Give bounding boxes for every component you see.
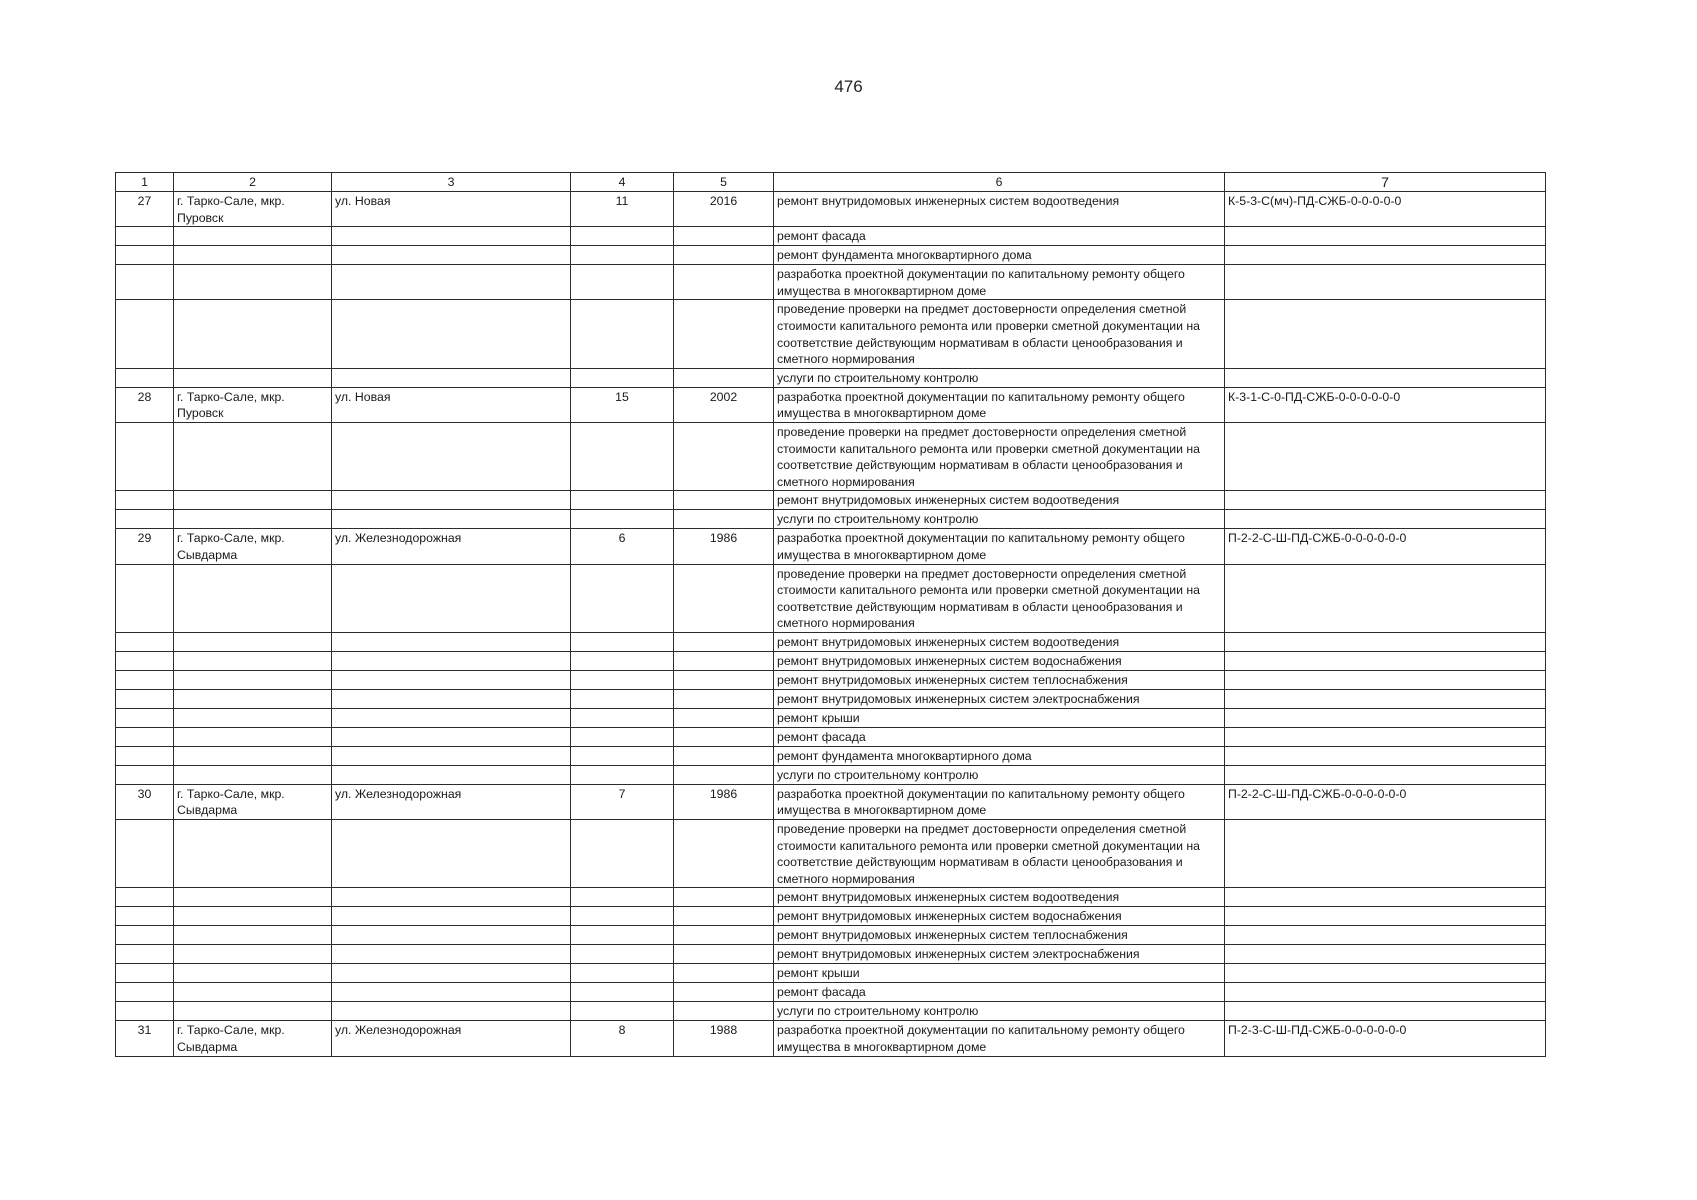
cell-locality bbox=[174, 746, 332, 765]
table-row bbox=[116, 926, 1546, 945]
cell-build-year bbox=[674, 926, 774, 945]
cell-house-number bbox=[571, 510, 674, 529]
table-row bbox=[116, 708, 1546, 727]
cell-building-code bbox=[1225, 227, 1546, 246]
cell-street bbox=[332, 1002, 571, 1021]
cell-build-year bbox=[674, 708, 774, 727]
cell-build-year bbox=[674, 765, 774, 784]
cell-build-year bbox=[674, 510, 774, 529]
cell-house-number bbox=[571, 368, 674, 387]
table-row bbox=[116, 368, 1546, 387]
cell-item-number bbox=[116, 491, 174, 510]
cell-item-number bbox=[116, 945, 174, 964]
cell-work-type: услуги по строительному контролю bbox=[774, 368, 1225, 387]
cell-build-year bbox=[674, 727, 774, 746]
cell-build-year bbox=[674, 422, 774, 490]
cell-street: ул. Новая bbox=[332, 192, 571, 227]
cell-work-type: проведение проверки на предмет достоверности определения сметной стоимости капитального ремонта или проверки сметной документации на соответствие действующим нормативам в области ценообразования и сметного нормирования bbox=[774, 820, 1225, 888]
cell-street bbox=[332, 926, 571, 945]
cell-house-number bbox=[571, 746, 674, 765]
cell-item-number: 30 bbox=[116, 784, 174, 819]
cell-work-type: разработка проектной документации по капитальному ремонту общего имущества в многоквартирном доме bbox=[774, 784, 1225, 819]
cell-house-number bbox=[571, 491, 674, 510]
cell-house-number bbox=[571, 689, 674, 708]
cell-street bbox=[332, 888, 571, 907]
table-row bbox=[116, 964, 1546, 983]
cell-work-type: ремонт внутридомовых инженерных систем водоотведения bbox=[774, 888, 1225, 907]
cell-street bbox=[332, 964, 571, 983]
cell-building-code bbox=[1225, 888, 1546, 907]
cell-work-type: ремонт фасада bbox=[774, 983, 1225, 1002]
table-row bbox=[116, 983, 1546, 1002]
cell-locality bbox=[174, 422, 332, 490]
cell-street bbox=[332, 300, 571, 368]
table-row bbox=[116, 265, 1546, 300]
cell-locality bbox=[174, 964, 332, 983]
table-row bbox=[116, 227, 1546, 246]
repair-program-table bbox=[115, 172, 1546, 1057]
cell-work-type: ремонт фасада bbox=[774, 227, 1225, 246]
cell-street bbox=[332, 632, 571, 651]
cell-locality: г. Тарко-Сале, мкр. Сывдарма bbox=[174, 784, 332, 819]
cell-work-type: разработка проектной документации по капитальному ремонту общего имущества в многоквартирном доме bbox=[774, 1021, 1225, 1056]
column-number: 7 bbox=[1225, 173, 1546, 192]
cell-work-type: проведение проверки на предмет достоверности определения сметной стоимости капитального ремонта или проверки сметной документации на соответствие действующим нормативам в области ценообразования и сметного нормирования bbox=[774, 564, 1225, 632]
cell-building-code: П-2-2-С-Ш-ПД-СЖБ-0-0-0-0-0-0 bbox=[1225, 784, 1546, 819]
cell-street bbox=[332, 651, 571, 670]
cell-building-code bbox=[1225, 983, 1546, 1002]
cell-build-year bbox=[674, 1002, 774, 1021]
cell-locality bbox=[174, 820, 332, 888]
cell-locality bbox=[174, 265, 332, 300]
cell-locality bbox=[174, 765, 332, 784]
cell-build-year bbox=[674, 632, 774, 651]
table-row bbox=[116, 300, 1546, 368]
cell-street bbox=[332, 765, 571, 784]
cell-item-number bbox=[116, 422, 174, 490]
cell-building-code bbox=[1225, 765, 1546, 784]
cell-street bbox=[332, 265, 571, 300]
cell-house-number bbox=[571, 422, 674, 490]
cell-work-type: ремонт внутридомовых инженерных систем теплоснабжения bbox=[774, 926, 1225, 945]
cell-work-type: ремонт внутридомовых инженерных систем электроснабжения bbox=[774, 945, 1225, 964]
cell-street bbox=[332, 945, 571, 964]
cell-street bbox=[332, 246, 571, 265]
cell-item-number bbox=[116, 689, 174, 708]
cell-build-year bbox=[674, 368, 774, 387]
cell-house-number bbox=[571, 983, 674, 1002]
cell-work-type: ремонт внутридомовых инженерных систем водоснабжения bbox=[774, 907, 1225, 926]
cell-locality bbox=[174, 983, 332, 1002]
cell-build-year bbox=[674, 491, 774, 510]
table-row bbox=[116, 784, 1546, 819]
cell-item-number bbox=[116, 983, 174, 1002]
cell-build-year bbox=[674, 265, 774, 300]
cell-street bbox=[332, 907, 571, 926]
cell-house-number bbox=[571, 246, 674, 265]
cell-street bbox=[332, 491, 571, 510]
cell-building-code bbox=[1225, 727, 1546, 746]
cell-building-code bbox=[1225, 510, 1546, 529]
cell-house-number bbox=[571, 300, 674, 368]
table-row bbox=[116, 1002, 1546, 1021]
cell-building-code bbox=[1225, 670, 1546, 689]
cell-locality bbox=[174, 907, 332, 926]
cell-work-type: услуги по строительному контролю bbox=[774, 765, 1225, 784]
cell-work-type: ремонт внутридомовых инженерных систем водоотведения bbox=[774, 192, 1225, 227]
cell-house-number bbox=[571, 820, 674, 888]
cell-item-number: 29 bbox=[116, 529, 174, 564]
cell-locality bbox=[174, 246, 332, 265]
cell-build-year bbox=[674, 564, 774, 632]
cell-locality bbox=[174, 945, 332, 964]
cell-item-number bbox=[116, 300, 174, 368]
cell-item-number bbox=[116, 820, 174, 888]
cell-item-number bbox=[116, 670, 174, 689]
cell-item-number bbox=[116, 765, 174, 784]
table-row bbox=[116, 907, 1546, 926]
cell-build-year bbox=[674, 670, 774, 689]
table-row bbox=[116, 422, 1546, 490]
cell-building-code bbox=[1225, 1002, 1546, 1021]
cell-locality bbox=[174, 1002, 332, 1021]
cell-street bbox=[332, 422, 571, 490]
cell-build-year bbox=[674, 820, 774, 888]
table-row bbox=[116, 192, 1546, 227]
table-row bbox=[116, 689, 1546, 708]
cell-item-number bbox=[116, 632, 174, 651]
cell-work-type: ремонт фундамента многоквартирного дома bbox=[774, 246, 1225, 265]
cell-work-type: ремонт фундамента многоквартирного дома bbox=[774, 746, 1225, 765]
cell-house-number: 8 bbox=[571, 1021, 674, 1056]
cell-house-number bbox=[571, 227, 674, 246]
cell-building-code bbox=[1225, 265, 1546, 300]
cell-work-type: ремонт внутридомовых инженерных систем электроснабжения bbox=[774, 689, 1225, 708]
cell-locality bbox=[174, 727, 332, 746]
cell-building-code bbox=[1225, 964, 1546, 983]
cell-item-number bbox=[116, 907, 174, 926]
cell-building-code: К-5-3-С(мч)-ПД-СЖБ-0-0-0-0-0 bbox=[1225, 192, 1546, 227]
cell-build-year: 1986 bbox=[674, 784, 774, 819]
cell-build-year: 1986 bbox=[674, 529, 774, 564]
cell-street bbox=[332, 820, 571, 888]
cell-build-year bbox=[674, 746, 774, 765]
cell-locality bbox=[174, 926, 332, 945]
cell-locality bbox=[174, 651, 332, 670]
cell-locality bbox=[174, 564, 332, 632]
cell-work-type: ремонт крыши bbox=[774, 964, 1225, 983]
table-row bbox=[116, 1021, 1546, 1056]
cell-locality bbox=[174, 670, 332, 689]
cell-street bbox=[332, 689, 571, 708]
cell-building-code: П-2-2-С-Ш-ПД-СЖБ-0-0-0-0-0-0 bbox=[1225, 529, 1546, 564]
cell-item-number bbox=[116, 368, 174, 387]
table-row bbox=[116, 651, 1546, 670]
cell-building-code bbox=[1225, 491, 1546, 510]
cell-work-type: услуги по строительному контролю bbox=[774, 510, 1225, 529]
cell-building-code bbox=[1225, 689, 1546, 708]
cell-locality bbox=[174, 888, 332, 907]
column-number: 3 bbox=[332, 173, 571, 192]
table-row bbox=[116, 945, 1546, 964]
table-row bbox=[116, 387, 1546, 422]
cell-street bbox=[332, 746, 571, 765]
cell-street: ул. Железнодорожная bbox=[332, 529, 571, 564]
cell-building-code bbox=[1225, 945, 1546, 964]
cell-house-number bbox=[571, 1002, 674, 1021]
cell-house-number: 6 bbox=[571, 529, 674, 564]
cell-building-code: П-2-3-С-Ш-ПД-СЖБ-0-0-0-0-0-0 bbox=[1225, 1021, 1546, 1056]
cell-work-type: разработка проектной документации по капитальному ремонту общего имущества в многоквартирном доме bbox=[774, 265, 1225, 300]
cell-item-number: 27 bbox=[116, 192, 174, 227]
cell-house-number: 7 bbox=[571, 784, 674, 819]
cell-item-number bbox=[116, 564, 174, 632]
cell-street bbox=[332, 983, 571, 1002]
cell-item-number bbox=[116, 265, 174, 300]
cell-build-year bbox=[674, 888, 774, 907]
cell-building-code bbox=[1225, 564, 1546, 632]
cell-item-number bbox=[116, 708, 174, 727]
cell-building-code bbox=[1225, 708, 1546, 727]
cell-building-code bbox=[1225, 926, 1546, 945]
cell-building-code bbox=[1225, 746, 1546, 765]
cell-item-number bbox=[116, 746, 174, 765]
cell-house-number bbox=[571, 727, 674, 746]
cell-work-type: услуги по строительному контролю bbox=[774, 1002, 1225, 1021]
cell-house-number bbox=[571, 907, 674, 926]
cell-item-number: 31 bbox=[116, 1021, 174, 1056]
cell-work-type: ремонт крыши bbox=[774, 708, 1225, 727]
cell-locality: г. Тарко-Сале, мкр. Сывдарма bbox=[174, 1021, 332, 1056]
cell-house-number bbox=[571, 964, 674, 983]
cell-work-type: проведение проверки на предмет достоверности определения сметной стоимости капитального ремонта или проверки сметной документации на соответствие действующим нормативам в области ценообразования и сметного нормирования bbox=[774, 422, 1225, 490]
column-number-row bbox=[116, 173, 1546, 192]
cell-locality: г. Тарко-Сале, мкр. Сывдарма bbox=[174, 529, 332, 564]
table-row bbox=[116, 510, 1546, 529]
column-number: 6 bbox=[774, 173, 1225, 192]
cell-house-number bbox=[571, 564, 674, 632]
cell-locality bbox=[174, 510, 332, 529]
cell-street bbox=[332, 564, 571, 632]
cell-build-year bbox=[674, 246, 774, 265]
table-row bbox=[116, 632, 1546, 651]
cell-street bbox=[332, 368, 571, 387]
cell-item-number bbox=[116, 651, 174, 670]
cell-build-year: 2016 bbox=[674, 192, 774, 227]
cell-locality bbox=[174, 368, 332, 387]
cell-item-number bbox=[116, 227, 174, 246]
cell-house-number: 15 bbox=[571, 387, 674, 422]
cell-build-year bbox=[674, 945, 774, 964]
table-row bbox=[116, 564, 1546, 632]
cell-build-year bbox=[674, 689, 774, 708]
cell-locality bbox=[174, 491, 332, 510]
cell-build-year: 2002 bbox=[674, 387, 774, 422]
cell-locality bbox=[174, 227, 332, 246]
cell-work-type: ремонт внутридомовых инженерных систем водоснабжения bbox=[774, 651, 1225, 670]
column-number: 2 bbox=[174, 173, 332, 192]
cell-house-number bbox=[571, 670, 674, 689]
cell-house-number bbox=[571, 765, 674, 784]
cell-building-code bbox=[1225, 300, 1546, 368]
table-row bbox=[116, 765, 1546, 784]
cell-house-number: 11 bbox=[571, 192, 674, 227]
cell-house-number bbox=[571, 708, 674, 727]
cell-build-year bbox=[674, 907, 774, 926]
cell-work-type: разработка проектной документации по капитальному ремонту общего имущества в многоквартирном доме bbox=[774, 529, 1225, 564]
cell-work-type: ремонт внутридомовых инженерных систем водоотведения bbox=[774, 632, 1225, 651]
cell-item-number bbox=[116, 1002, 174, 1021]
cell-build-year bbox=[674, 964, 774, 983]
cell-locality: г. Тарко-Сале, мкр. Пуровск bbox=[174, 192, 332, 227]
cell-street bbox=[332, 670, 571, 689]
cell-building-code bbox=[1225, 907, 1546, 926]
cell-build-year bbox=[674, 651, 774, 670]
cell-house-number bbox=[571, 265, 674, 300]
cell-locality bbox=[174, 708, 332, 727]
cell-locality bbox=[174, 632, 332, 651]
table-row bbox=[116, 529, 1546, 564]
table-row bbox=[116, 491, 1546, 510]
cell-build-year bbox=[674, 227, 774, 246]
cell-item-number bbox=[116, 510, 174, 529]
table-row bbox=[116, 727, 1546, 746]
cell-building-code bbox=[1225, 422, 1546, 490]
cell-street bbox=[332, 727, 571, 746]
cell-build-year bbox=[674, 983, 774, 1002]
cell-work-type: разработка проектной документации по капитальному ремонту общего имущества в многоквартирном доме bbox=[774, 387, 1225, 422]
cell-work-type: ремонт внутридомовых инженерных систем водоотведения bbox=[774, 491, 1225, 510]
cell-house-number bbox=[571, 926, 674, 945]
cell-building-code: К-3-1-С-0-ПД-СЖБ-0-0-0-0-0-0 bbox=[1225, 387, 1546, 422]
cell-locality bbox=[174, 300, 332, 368]
cell-item-number bbox=[116, 926, 174, 945]
cell-street: ул. Новая bbox=[332, 387, 571, 422]
cell-building-code bbox=[1225, 651, 1546, 670]
table-row bbox=[116, 670, 1546, 689]
cell-street bbox=[332, 227, 571, 246]
cell-street bbox=[332, 708, 571, 727]
column-number: 5 bbox=[674, 173, 774, 192]
cell-house-number bbox=[571, 945, 674, 964]
cell-item-number bbox=[116, 888, 174, 907]
cell-item-number bbox=[116, 246, 174, 265]
table-row bbox=[116, 888, 1546, 907]
cell-house-number bbox=[571, 632, 674, 651]
cell-build-year bbox=[674, 300, 774, 368]
column-number: 1 bbox=[116, 173, 174, 192]
cell-locality bbox=[174, 689, 332, 708]
cell-build-year: 1988 bbox=[674, 1021, 774, 1056]
cell-building-code bbox=[1225, 246, 1546, 265]
table-row bbox=[116, 820, 1546, 888]
cell-locality: г. Тарко-Сале, мкр. Пуровск bbox=[174, 387, 332, 422]
table-row bbox=[116, 246, 1546, 265]
cell-street: ул. Железнодорожная bbox=[332, 784, 571, 819]
page-number: 476 bbox=[834, 77, 863, 96]
cell-house-number bbox=[571, 888, 674, 907]
table-row bbox=[116, 746, 1546, 765]
cell-street bbox=[332, 510, 571, 529]
cell-item-number: 28 bbox=[116, 387, 174, 422]
cell-building-code bbox=[1225, 368, 1546, 387]
column-number: 4 bbox=[571, 173, 674, 192]
cell-work-type: проведение проверки на предмет достоверности определения сметной стоимости капитального ремонта или проверки сметной документации на соответствие действующим нормативам в области ценообразования и сметного нормирования bbox=[774, 300, 1225, 368]
cell-item-number bbox=[116, 727, 174, 746]
cell-item-number bbox=[116, 964, 174, 983]
cell-street: ул. Железнодорожная bbox=[332, 1021, 571, 1056]
cell-building-code bbox=[1225, 820, 1546, 888]
cell-work-type: ремонт внутридомовых инженерных систем теплоснабжения bbox=[774, 670, 1225, 689]
cell-house-number bbox=[571, 651, 674, 670]
cell-work-type: ремонт фасада bbox=[774, 727, 1225, 746]
cell-building-code bbox=[1225, 632, 1546, 651]
